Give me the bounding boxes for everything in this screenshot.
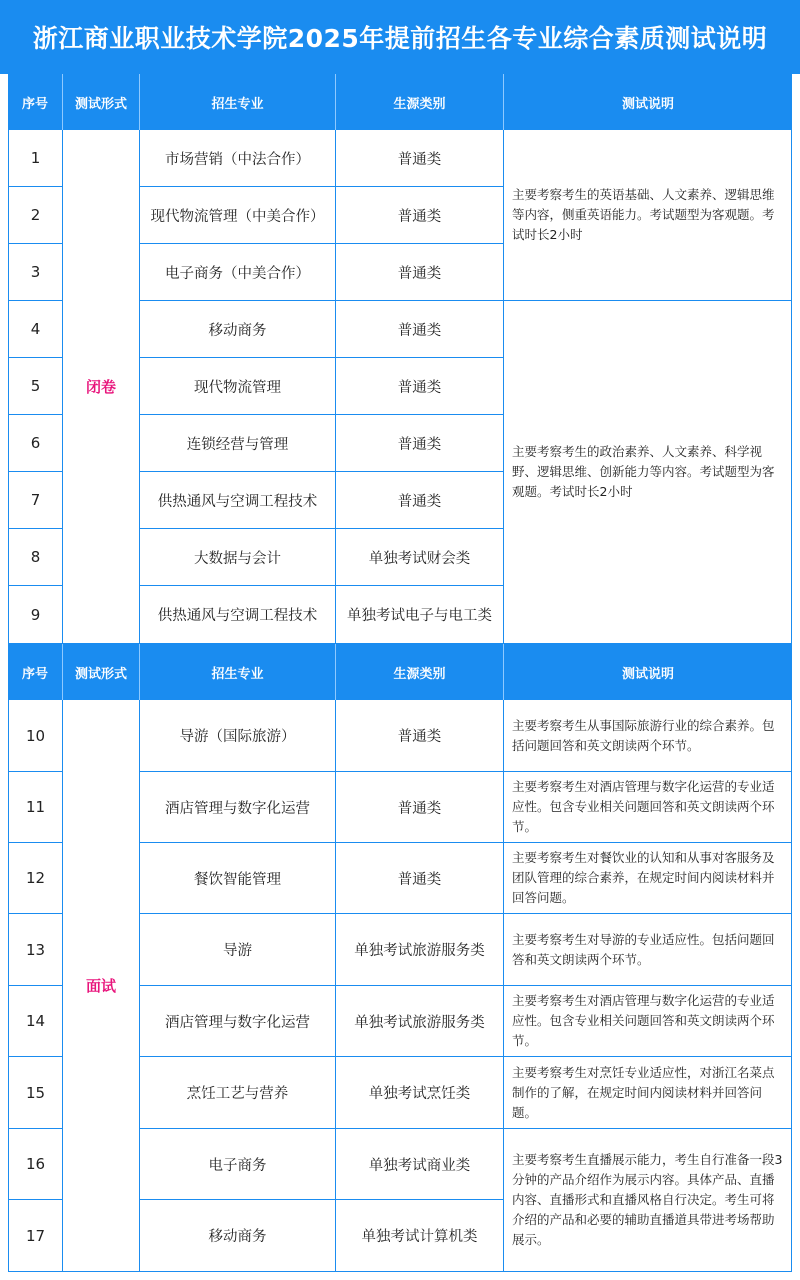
row-category: 单独考试旅游服务类: [336, 914, 504, 986]
row-no: 11: [8, 772, 63, 843]
page-title: 浙江商业职业技术学院2025年提前招生各专业综合素质测试说明: [0, 0, 800, 74]
test-description: 主要考察考生对酒店管理与数字化运营的专业适应性。包含专业相关问题回答和英文朗读两个环节。: [504, 986, 792, 1057]
row-category: 单独考试烹饪类: [336, 1057, 504, 1129]
row-major: 市场营销（中法合作）: [140, 130, 336, 187]
row-category: 普通类: [336, 843, 504, 914]
row-no: 13: [8, 914, 63, 986]
header-form: 测试形式: [63, 74, 140, 130]
row-no: 4: [8, 301, 63, 358]
row-major: 大数据与会计: [140, 529, 336, 586]
row-no: 3: [8, 244, 63, 301]
row-no: 2: [8, 187, 63, 244]
row-category: 普通类: [336, 472, 504, 529]
row-major: 餐饮智能管理: [140, 843, 336, 914]
row-category: 普通类: [336, 301, 504, 358]
test-form-interview: 面试: [63, 700, 140, 1272]
row-category: 单独考试商业类: [336, 1129, 504, 1200]
test-description: 主要考察考生对酒店管理与数字化运营的专业适应性。包含专业相关问题回答和英文朗读两个环节。: [504, 772, 792, 843]
row-major: 导游: [140, 914, 336, 986]
row-no: 15: [8, 1057, 63, 1129]
table-header: [8, 644, 792, 700]
row-major: 供热通风与空调工程技术: [140, 472, 336, 529]
header-desc: 测试说明: [621, 666, 674, 682]
row-category: 普通类: [336, 772, 504, 843]
row-no: 6: [8, 415, 63, 472]
test-description: 主要考察考生从事国际旅游行业的综合素养。包括问题回答和英文朗读两个环节。: [504, 700, 792, 772]
closed-section: [8, 130, 792, 644]
row-no: 10: [8, 700, 63, 772]
test-description: 主要考察考生的英语基础、人文素养、逻辑思维等内容，侧重英语能力。考试题型为客观题。考试时长2小时: [504, 130, 792, 301]
row-major: 连锁经营与管理: [140, 415, 336, 472]
header-desc: 测试说明: [621, 96, 674, 112]
row-major: 移动商务: [140, 301, 336, 358]
table-header: [8, 74, 792, 130]
row-no: 7: [8, 472, 63, 529]
header-no: 序号: [8, 74, 63, 130]
test-description: 主要考察考生对导游的专业适应性。包括问题回答和英文朗读两个环节。: [504, 914, 792, 986]
row-no: 1: [8, 130, 63, 187]
row-major: 现代物流管理（中美合作）: [140, 187, 336, 244]
row-no: 14: [8, 986, 63, 1057]
row-major: 酒店管理与数字化运营: [140, 986, 336, 1057]
header-major: 招生专业: [140, 644, 336, 700]
row-no: 5: [8, 358, 63, 415]
header-major: 招生专业: [140, 74, 336, 130]
row-no: 16: [8, 1129, 63, 1200]
header-no: 序号: [8, 644, 63, 700]
header-form: 测试形式: [63, 644, 140, 700]
test-description: 主要考察考生对餐饮业的认知和从事对客服务及团队管理的综合素养，在规定时间内阅读材料并回答问题。: [504, 843, 792, 914]
row-major: 导游（国际旅游）: [140, 700, 336, 772]
row-category: 单独考试旅游服务类: [336, 986, 504, 1057]
row-category: 普通类: [336, 130, 504, 187]
row-major: 供热通风与空调工程技术: [140, 586, 336, 644]
test-description: 主要考察考生的政治素养、人文素养、科学视野、逻辑思维、创新能力等内容。考试题型为客观题。考试时长2小时: [504, 301, 792, 644]
row-category: 单独考试计算机类: [336, 1200, 504, 1272]
row-category: 普通类: [336, 358, 504, 415]
interview-section: [8, 700, 792, 1272]
test-description: 主要考察考生对烹饪专业适应性，对浙江名菜点制作的了解，在规定时间内阅读材料并回答问题。: [504, 1057, 792, 1129]
row-category: 普通类: [336, 415, 504, 472]
row-major: 电子商务: [140, 1129, 336, 1200]
header-category: 生源类别: [336, 644, 504, 700]
row-category: 单独考试财会类: [336, 529, 504, 586]
row-category: 单独考试电子与电工类: [336, 586, 504, 644]
header-category: 生源类别: [336, 74, 504, 130]
row-no: 12: [8, 843, 63, 914]
row-category: 普通类: [336, 700, 504, 772]
row-no: 8: [8, 529, 63, 586]
test-form-closed: 闭卷: [63, 130, 140, 644]
test-description: 主要考察考生直播展示能力，考生自行准备一段3分钟的产品介绍作为展示内容。具体产品、直播内容、直播形式和直播风格自行决定。考生可将介绍的产品和必要的辅助直播道具带进考场帮助展示。: [504, 1129, 792, 1272]
row-major: 烹饪工艺与营养: [140, 1057, 336, 1129]
row-major: 酒店管理与数字化运营: [140, 772, 336, 843]
row-category: 普通类: [336, 244, 504, 301]
row-no: 9: [8, 586, 63, 644]
row-category: 普通类: [336, 187, 504, 244]
row-no: 17: [8, 1200, 63, 1272]
row-major: 现代物流管理: [140, 358, 336, 415]
row-major: 电子商务（中美合作）: [140, 244, 336, 301]
row-major: 移动商务: [140, 1200, 336, 1272]
